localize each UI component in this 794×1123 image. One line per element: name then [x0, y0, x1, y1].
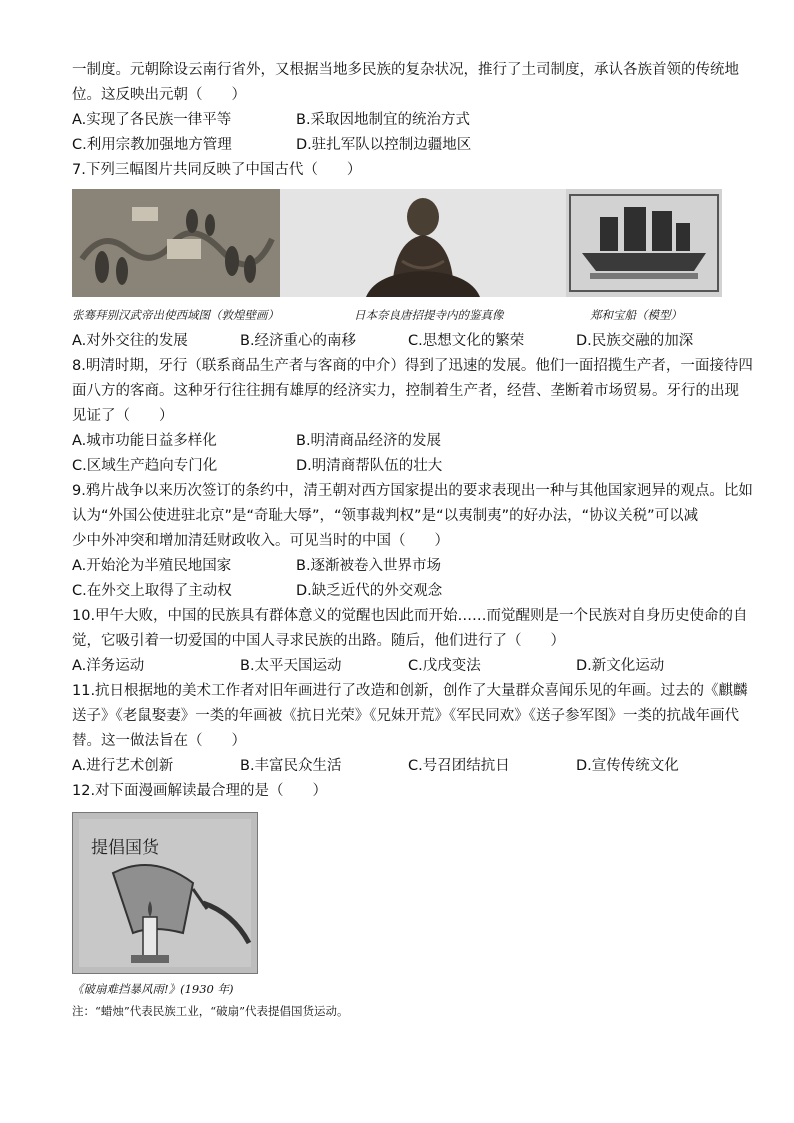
q8-line-1: 8.明清时期，牙行（联系商品生产者与客商的中介）得到了迅速的发展。他们一面招揽生产者，一面接待四	[72, 358, 753, 374]
q11-option-c[interactable]: C.号召团结抗日	[408, 758, 510, 774]
q9-option-a[interactable]: A.开始沦为半殖民地国家	[72, 558, 232, 574]
caption-dunhuang: 张骞拜别汉武帝出使西域图（敦煌壁画）	[72, 308, 279, 322]
q10-option-b[interactable]: B.太平天国运动	[240, 658, 342, 674]
q10-line-2: 觉，它吸引着一切爱国的中国人寻求民族的出路。随后，他们进行了（ ）	[72, 633, 565, 649]
q8-option-d[interactable]: D.明清商帮队伍的壮大	[296, 458, 443, 474]
q9-option-b[interactable]: B.逐渐被卷入世界市场	[296, 558, 442, 574]
q11-option-a[interactable]: A.进行艺术创新	[72, 758, 174, 774]
q7-option-c[interactable]: C.思想文化的繁荣	[408, 333, 525, 349]
q9-line-2: 认为“外国公使进驻北京”是“奇耻大辱”，“领事裁判权”是“以夷制夷”的好办法，“协议关税”可以减	[72, 508, 699, 524]
q10-option-d[interactable]: D.新文化运动	[576, 658, 665, 674]
q10-line-1: 10.甲午大败，中国的民族具有群体意义的觉醒也因此而开始……而觉醒则是一个民族对自身历史使命的自	[72, 608, 748, 624]
caption-jianzhen: 日本奈良唐招提寺内的鉴真像	[354, 308, 504, 322]
q7-option-b[interactable]: B.经济重心的南移	[240, 333, 357, 349]
q9-options-row-1	[72, 554, 724, 579]
q12-stem: 12.对下面漫画解读最合理的是（ ）	[72, 783, 328, 799]
q9-options-row-2	[72, 579, 724, 604]
q8-options-row-1	[72, 429, 724, 454]
q12-note: 注：“蜡烛”代表民族工业，“破扇”代表提倡国货运动。	[72, 1004, 349, 1018]
q11-line-1: 11.抗日根据地的美术工作者对旧年画进行了改造和创新，创作了大量群众喜闻乐见的年画。过去的《麒麟	[72, 683, 748, 699]
q6-options-row-1	[72, 108, 724, 133]
q11-option-d[interactable]: D.宣传传统文化	[576, 758, 679, 774]
q8-options-row-2	[72, 454, 724, 479]
caption-zhenghe: 郑和宝船（模型）	[590, 308, 682, 322]
q11-line-2: 送子》《老鼠娶妻》一类的年画被《抗日光荣》《兄妹开荒》《军民同欢》《送子参军图》一类的抗战年画代	[72, 708, 739, 724]
q10-options	[72, 654, 724, 679]
q9-line-1: 9.鸦片战争以来历次签订的条约中，清王朝对西方国家提出的要求表现出一种与其他国家迥异的观点。比如	[72, 483, 753, 499]
q6-line-1: 一制度。元朝除设云南行省外，又根据当地多民族的复杂状况，推行了土司制度，承认各族首领的传统地	[72, 62, 739, 78]
q7-options	[72, 329, 724, 354]
q11-option-b[interactable]: B.丰富民众生活	[240, 758, 342, 774]
zhenghe-treasure-ship-image	[566, 189, 722, 297]
q7-option-d[interactable]: D.民族交融的加深	[576, 333, 694, 349]
cartoon-label: 提倡国货	[91, 838, 159, 858]
q6-options-row-2	[72, 133, 724, 158]
q11-line-3: 替。这一做法旨在（ ）	[72, 733, 246, 749]
q8-option-a[interactable]: A.城市功能日益多样化	[72, 433, 217, 449]
q8-line-2: 面八方的客商。这种牙行往往拥有雄厚的经济实力，控制着生产者，经营、垄断着市场贸易。牙行的出现	[72, 383, 739, 399]
q11-options	[72, 754, 724, 779]
exam-page	[72, 58, 753, 1022]
q8-option-b[interactable]: B.明清商品经济的发展	[296, 433, 442, 449]
q6-line-2: 位。这反映出元朝（ ）	[72, 87, 246, 103]
q9-line-3: 少中外冲突和增加清廷财政收入。可见当时的中国（ ）	[72, 533, 449, 549]
q10-option-a[interactable]: A.洋务运动	[72, 658, 145, 674]
q12-caption: 《破扇难挡暴风雨!》(1930 年)	[72, 982, 234, 996]
q6-option-a[interactable]: A.实现了各民族一律平等	[72, 112, 232, 128]
q9-option-c[interactable]: C.在外交上取得了主动权	[72, 583, 232, 599]
q9-option-d[interactable]: D.缺乏近代的外交观念	[296, 583, 443, 599]
q6-option-c[interactable]: C.利用宗教加强地方管理	[72, 137, 232, 153]
q7-option-a[interactable]: A.对外交往的发展	[72, 333, 188, 349]
q6-option-b[interactable]: B.采取因地制宜的统治方式	[296, 112, 471, 128]
q7-captions	[72, 303, 724, 329]
q6-option-d[interactable]: D.驻扎军队以控制边疆地区	[296, 137, 472, 153]
q12-cartoon-image	[72, 812, 258, 974]
q8-line-3: 见证了（ ）	[72, 408, 174, 424]
q7-stem: 7.下列三幅图片共同反映了中国古代（ ）	[72, 162, 362, 178]
q8-option-c[interactable]: C.区域生产趋向专门化	[72, 458, 218, 474]
jianzhen-statue-image	[280, 189, 566, 297]
dunhuang-mural-image	[72, 189, 280, 297]
q7-photo-strip	[72, 189, 722, 297]
q10-option-c[interactable]: C.戊戌变法	[408, 658, 481, 674]
